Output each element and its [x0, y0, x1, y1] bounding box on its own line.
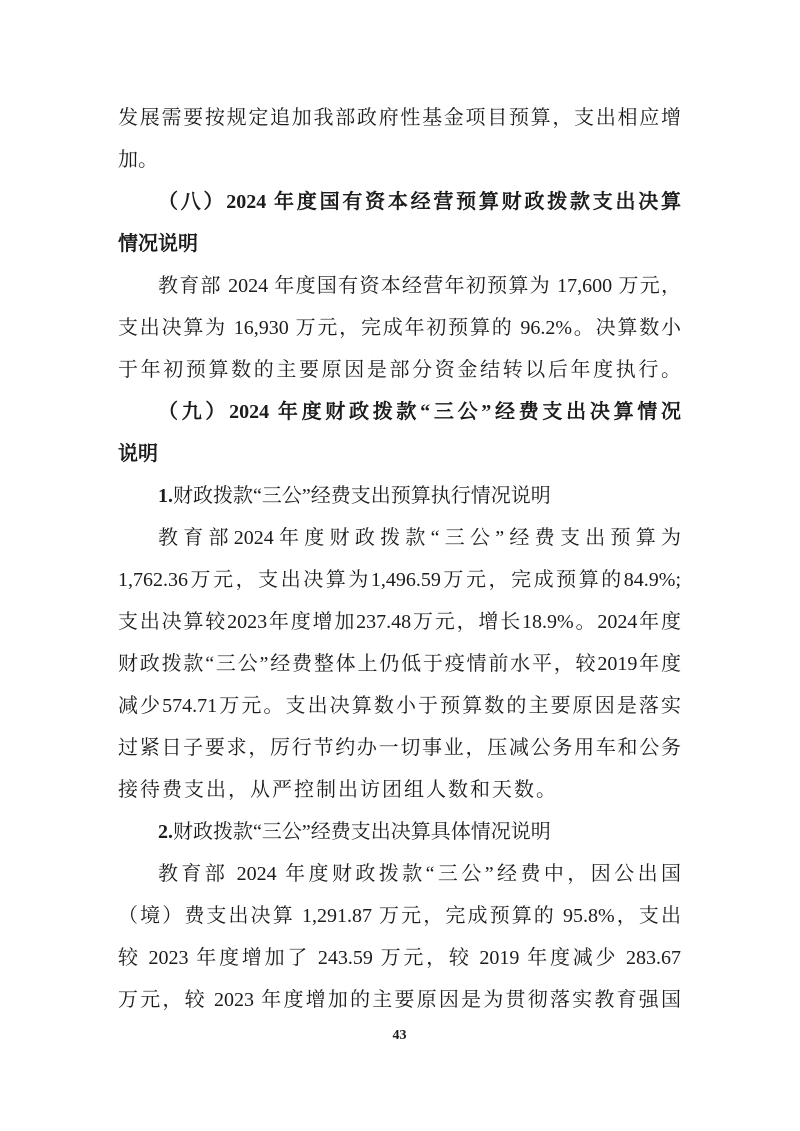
text-line: 财政拨款“三公”经费整体上仍低于疫情前水平，较2019年度 [118, 653, 681, 675]
text-line: 较 2023 年度增加了 243.59 万元，较 2019 年度减少 283.67 [118, 947, 681, 969]
page-number: 43 [392, 1028, 407, 1043]
section-heading-8-line2: 情况说明 [118, 233, 198, 255]
text-line: 发展需要按规定追加我部政府性基金项目预算，支出相应增 [118, 107, 681, 129]
text-line: 于年初预算数的主要原因是部分资金结转以后年度执行。 [118, 359, 681, 381]
section-heading-8-line1: （八）2024 年度国有资本经营预算财政拨款支出决算 [158, 191, 681, 213]
subheading-2 [118, 811, 681, 853]
text-line: 过紧日子要求，厉行节约办一切事业，压减公务用车和公务 [118, 737, 681, 759]
subheading-2-number: 2. [158, 821, 173, 843]
subheading-1 [118, 475, 681, 517]
subheading-1-number: 1. [158, 485, 173, 507]
text-line: 支出决算较2023年度增加237.48万元，增长18.9%。2024年度 [118, 611, 681, 633]
text-line: 减少574.71万元。支出决算数小于预算数的主要原因是落实 [118, 695, 681, 717]
text-line: 教育部 2024 年度国有资本经营年初预算为 17,600 万元， [158, 275, 681, 297]
text-line: 支出决算为 16,930 万元，完成年初预算的 96.2%。决算数小 [118, 317, 681, 339]
subheading-1-label: 财政拨款“三公”经费支出预算执行情况说明 [173, 485, 551, 507]
text-line: 加。 [118, 149, 158, 171]
text-line: 教育部2024年度财政拨款“三公”经费支出预算为 [158, 527, 681, 549]
text-line: （境）费支出决算 1,291.87 万元，完成预算的 95.8%，支出 [118, 905, 681, 927]
section-heading-9-line1: （九）2024 年度财政拨款“三公”经费支出决算情况 [158, 401, 681, 423]
subheading-2-label: 财政拨款“三公”经费支出决算具体情况说明 [173, 821, 551, 843]
document-body [118, 97, 681, 1021]
text-line: 万元，较 2023 年度增加的主要原因是为贯彻落实教育强国 [118, 989, 681, 1011]
text-line: 教育部 2024 年度财政拨款“三公”经费中，因公出国 [158, 863, 681, 885]
text-line: 1,762.36万元，支出决算为1,496.59万元，完成预算的84.9%; [118, 569, 681, 591]
section-heading-9-line2: 说明 [118, 443, 158, 465]
text-line: 接待费支出，从严控制出访团组人数和天数。 [118, 779, 558, 801]
